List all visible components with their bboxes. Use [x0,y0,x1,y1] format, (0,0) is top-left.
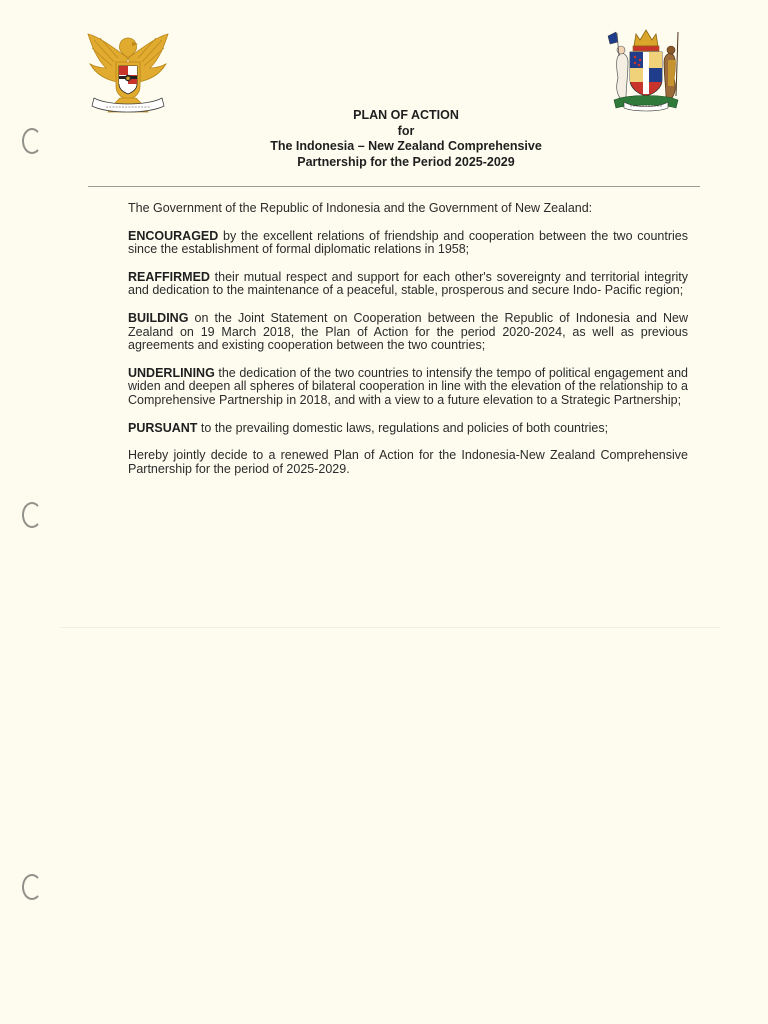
title-line-1: PLAN OF ACTION [353,108,459,122]
paragraph-keyword: UNDERLINING [128,365,215,380]
paragraph-keyword: REAFFIRMED [128,269,210,284]
document-title [200,108,612,170]
paragraph-building [128,312,688,353]
paragraph-underlining [128,367,688,408]
paragraph-reaffirmed [128,271,688,298]
scan-artifact-line [60,627,720,628]
paragraph-text: the dedication of the two countries to intensify the tempo of political engagement and widen and deepen all spheres of bilateral cooperation in line with the elevation of the relationship to a Comprehensive Partnership in 2018, and with a view to a future elevation to a Strategic Partnership; [128,365,688,407]
paragraph-text: by the excellent relations of friendship and cooperation between the two countries since the establishment of formal diplomatic relations in 1958; [128,228,688,257]
intro-paragraph: The Government of the Republic of Indonesia and the Government of New Zealand: [128,201,593,215]
paragraph-keyword: PURSUANT [128,420,198,435]
punch-hole-middle [22,502,42,528]
paragraph-text: their mutual respect and support for each other's sovereignty and territorial integrity and dedication to the maintenance of a peaceful, stable, prosperous and secure Indo- Pacific region; [128,269,688,298]
paragraph-text: to the prevailing domestic laws, regulations and policies of both countries; [197,420,609,435]
title-line-3: The Indonesia – New Zealand Comprehensive [270,139,542,153]
garuda-emblem-icon [84,28,172,118]
paragraph-keyword: BUILDING [128,310,189,325]
title-line-4: Partnership for the Period 2025-2029 [297,154,515,169]
punch-hole-top [22,128,42,154]
closing-paragraph: Hereby jointly decide to a renewed Plan of Action for the Indonesia-New Zealand Comprehensive Partnership for the period of 2025-2029. [128,448,688,476]
paragraph-encouraged [128,230,688,257]
punch-hole-bottom [22,874,42,900]
paragraph-pursuant [128,422,688,436]
header-divider [88,186,700,187]
paragraph-keyword: ENCOURAGED [128,228,219,243]
document-body [128,202,688,490]
title-line-2: for [397,123,415,138]
paragraph-text: on the Joint Statement on Cooperation between the Republic of Indonesia and New Zealand on 19 March 2018, the Plan of Action for the period 2020-2024, as well as previous agreements and existing cooperation between the two countries; [128,310,688,353]
nz-coat-of-arms-icon [598,26,694,114]
